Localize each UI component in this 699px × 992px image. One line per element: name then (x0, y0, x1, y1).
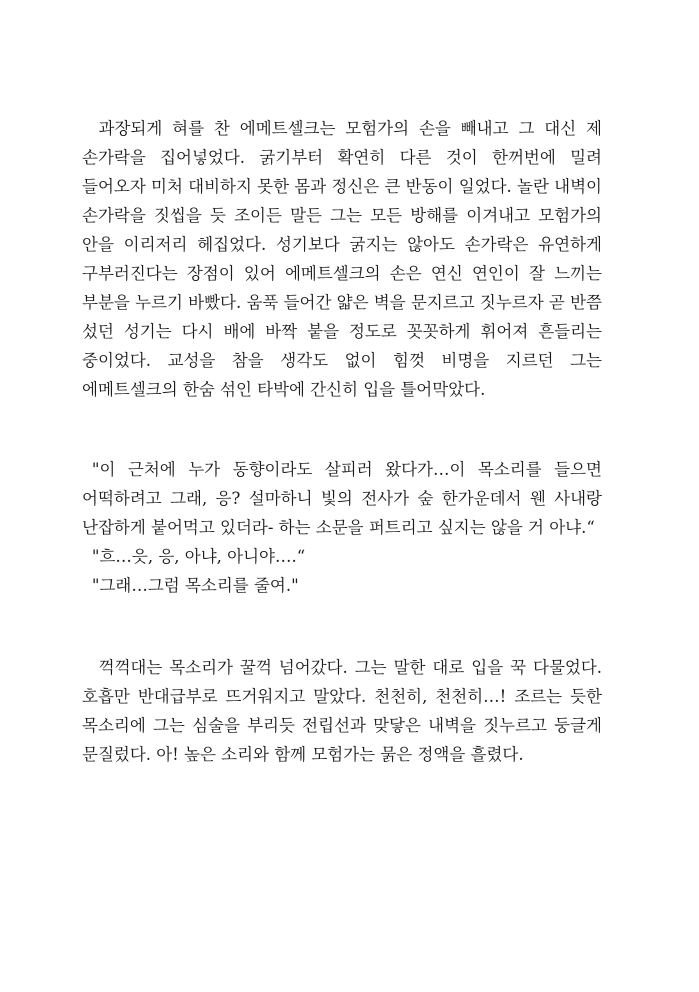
dialogue-2: "흐…읏, 응, 아냐, 아니야….“ (91, 547, 306, 566)
paragraph-2: 꺽꺽대는 목소리가 꿀꺽 넘어갔다. 그는 말한 대로 입을 꾹 다물었다. 호흡만 반대급부로 뜨거워지고 말았다. 천천히, 천천히…! 조르는 듯한 목소리에 그는 심술을 부리듯 전립선과 맞닿은 내벽을 짓누르고 둥글게 문질렀다. 아! 높은 소리와 함께 모험가는 묽은 정액을 흘렸다. (82, 658, 602, 764)
paragraph-1: 과장되게 혀를 찬 에메트셀크는 모험가의 손을 빼내고 그 대신 제 손가락을 집어넣었다. 굵기부터 확연히 다른 것이 한꺼번에 밀려 들어오자 미처 대비하지 못한 몸과 정신은 큰 반동이 일었다. 놀란 내벽이 손가락을 짓씹을 듯 조이든 말든 그는 모든 방해를 이겨내고 모험가의 안을 이리저리 헤집었다. 성기보다 굵지는 않아도 손가락은 유연하게 구부러진다는 장점이 있어 에메트셀크의 손은 연신 연인이 잘 느끼는 부분을 누르기 바빴다. 움푹 들어간 얇은 벽을 문지르고 짓누르자 곧 반쯤 섰던 성기는 다시 배에 바짝 붙을 정도로 꼿꼿하게 휘어져 흔들리는 중이었다. 교성을 참을 생각도 없이 힘껏 비명을 지르던 그는 에메트셀크의 한숨 섞인 타박에 간신히 입을 틀어막았다. (82, 119, 602, 399)
paragraph-spacer (82, 404, 602, 455)
paragraph-spacer (82, 600, 602, 653)
document-body (82, 114, 602, 769)
dialogue-3: "그래…그럼 목소리를 줄여." (91, 576, 299, 595)
dialogue-1: "이 근처에 누가 동향이라도 살피러 왔다가…이 목소리를 들으면 어떡하려고 그래, 응? 설마하니 빛의 전사가 숲 한가운데서 웬 사내랑 난잡하게 붙어먹고 있더라- 하는 소문을 퍼트리고 싶지는 않을 거 아냐.“ (82, 460, 602, 537)
